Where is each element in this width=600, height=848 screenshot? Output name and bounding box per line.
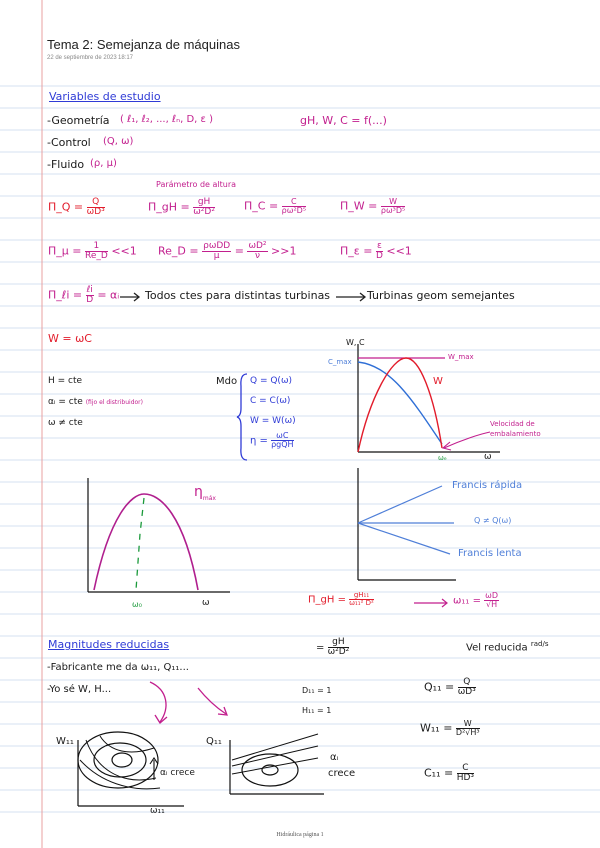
re-num: ρωDD — [203, 241, 231, 251]
hill-arrow-left — [150, 682, 166, 722]
variables-heading: Variables de estudio — [49, 90, 161, 103]
pi-li-num: ℓi — [86, 285, 93, 295]
pi-w-label: Π_W = — [340, 199, 378, 213]
francis-slow-line — [358, 523, 450, 554]
pi-gh-den: ω²D² — [193, 207, 215, 217]
re-eq: = — [234, 244, 244, 258]
francis-slow-label: Francis lenta — [458, 548, 522, 559]
page-title: Tema 2: Semejanza de máquinas — [47, 37, 240, 52]
reduced-w11 — [453, 592, 499, 609]
hill-arrow-right — [198, 688, 226, 714]
mdo-q: Q = Q(ω) — [250, 376, 292, 386]
re-d-label: Re_D = — [158, 244, 199, 258]
eta-max-symbol: η — [194, 484, 203, 500]
hill-left-y-label: W₁₁ — [56, 736, 74, 747]
wc-y-label: W, C — [346, 338, 365, 347]
omega-0-label: ω₀ — [132, 600, 142, 609]
eta-curve — [94, 494, 198, 590]
eta-den: ρgQH — [271, 440, 294, 449]
hill-right-note1: αᵢ — [330, 752, 339, 763]
c11-label: C₁₁ = — [424, 766, 454, 780]
reduced-line2: -Yo sé W, H... — [47, 684, 112, 695]
vel-note-text: Vel reducida — [466, 642, 528, 654]
eta-max-sub: máx — [202, 494, 216, 502]
w11-label: W₁₁ = — [420, 721, 453, 735]
omega-cte: ω ≠ cte — [48, 418, 83, 428]
geometry-vars: ( ℓ₁, ℓ₂, ..., ℓₙ, D, ε ) — [120, 114, 213, 125]
mdo-w: W = W(ω) — [250, 416, 296, 426]
chart-eta — [80, 474, 240, 604]
alpha-cte-text: αᵢ = cte — [48, 397, 83, 407]
pi-mu-cond: <<1 — [111, 244, 137, 258]
h11: H₁₁ = 1 — [302, 706, 332, 715]
c11-den: HD³ — [456, 773, 475, 783]
fluid-vars: (ρ, μ) — [90, 158, 117, 169]
omega-e-label: ωₑ — [438, 454, 447, 462]
w-curve-label: W — [433, 376, 443, 387]
d11: D₁₁ = 1 — [302, 686, 332, 695]
reduced-pi-gh-label: Π_gH = — [308, 594, 346, 606]
re-den2: ν — [254, 251, 260, 261]
geometry-label: -Geometría — [47, 114, 110, 127]
pi-c-label: Π_C = — [244, 199, 279, 213]
w11-den: D²√H³ — [455, 728, 480, 737]
velocity-note-2: embalamiento — [490, 430, 541, 438]
pi-c-den: ρω²D⁵ — [281, 206, 307, 215]
w11-num: W — [456, 720, 480, 729]
pi-li-text2: Turbinas geom semejantes — [367, 289, 515, 302]
height-param-label: Parámetro de altura — [156, 180, 237, 189]
q11 — [424, 678, 476, 697]
page-time: 18:17 — [118, 55, 134, 61]
c11 — [424, 764, 474, 783]
control-label: -Control — [47, 136, 91, 149]
re-num2: ωD² — [248, 241, 267, 251]
pi-gh-num: gH — [193, 198, 215, 208]
eta-max-label — [194, 484, 216, 502]
vel-note — [466, 640, 548, 653]
q11-num: Q — [458, 678, 476, 688]
pi-w-num: W — [381, 198, 405, 207]
pi-q-den: ωD³ — [86, 207, 105, 217]
pi-q-label: Π_Q = — [48, 200, 84, 214]
reduced-w11-den: √H — [486, 600, 498, 609]
omega0-dash — [136, 498, 144, 590]
efficiency — [250, 432, 294, 449]
power-equation: W = ωC — [48, 332, 92, 345]
pi-gh-label: Π_gH = — [148, 200, 190, 214]
page-date: 22 de septiembre de 2023 — [47, 55, 117, 61]
pi-w-den: ρω³D⁵ — [380, 206, 406, 215]
mdo-label: Mdo — [216, 376, 238, 387]
c-curve — [358, 362, 442, 444]
pi-c-num: C — [282, 198, 306, 207]
wc-x-label: ω — [484, 452, 492, 462]
pi-li-text1: Todos ctes para distintas turbinas — [145, 289, 331, 302]
eta-num: ωC — [271, 432, 293, 441]
pi-mu-num: 1 — [85, 242, 108, 252]
reduced-line1: -Fabricante me da ω₁₁, Q₁₁... — [47, 662, 189, 673]
pi-eps-num: ε — [376, 241, 382, 251]
mdo-c: C = C(ω) — [250, 396, 291, 406]
reduced-eq-den: ω²D² — [327, 647, 350, 657]
eta-label: η = — [250, 435, 268, 447]
francis-fast-line — [358, 486, 442, 523]
pi-li-den: D — [86, 295, 94, 305]
re-cond: >>1 — [271, 244, 297, 258]
h-cte: H = cte — [48, 376, 83, 386]
chart-francis — [350, 466, 460, 586]
reduced-w11-num: ωD — [485, 591, 498, 600]
pi-li-rest: = αᵢ — [97, 288, 120, 302]
pi-li-label: Π_ℓi = — [48, 288, 83, 302]
pi-eps-cond: <<1 — [386, 244, 412, 258]
reduced-pi-gh-den: ω₁₁² D² — [349, 599, 374, 607]
function-relation: gH, W, C = f(...) — [300, 114, 387, 127]
vel-unit: rad/s — [530, 640, 549, 648]
reduced-arrow — [412, 596, 452, 610]
pi-mu-den: Re_D — [84, 251, 108, 261]
control-vars: (Q, ω) — [103, 136, 134, 147]
hill-left-note: αᵢ crece — [160, 768, 195, 778]
reduced-eq-pre: = — [316, 642, 325, 654]
francis-fast-label: Francis rápida — [452, 480, 523, 491]
francis-const-label: Q ≠ Q(ω) — [474, 516, 512, 525]
hill-right-y-label: Q₁₁ — [206, 736, 222, 747]
pi-q-num: Q — [87, 198, 105, 208]
fluid-label: -Fluido — [47, 158, 85, 171]
alpha-cte — [48, 397, 143, 407]
hill-left-x-label: ω₁₁ — [150, 806, 165, 816]
eta-x-label: ω — [202, 598, 210, 608]
w11 — [420, 720, 480, 737]
w-curve — [358, 358, 442, 452]
alpha-note: (fijo el distribuidor) — [85, 399, 143, 406]
c11-num: C — [457, 764, 474, 774]
hill-charts — [0, 660, 340, 820]
q11-label: Q₁₁ = — [424, 680, 455, 694]
re-den: μ — [213, 251, 220, 261]
reduced-eq-num: gH — [328, 638, 350, 648]
reduced-eq — [316, 638, 349, 657]
mdo-brace — [236, 372, 250, 462]
pi-eps-den: D — [375, 251, 383, 261]
reduced-w11-label: ω₁₁ = — [453, 595, 481, 607]
hill-right-note2: crece — [328, 768, 356, 779]
q11-den: ωD³ — [457, 687, 476, 697]
velocity-arrow — [444, 432, 490, 448]
reduced-heading: Magnitudes reducidas — [48, 638, 170, 651]
c-max-label: C_max — [328, 358, 352, 366]
pi-mu-label: Π_μ = — [48, 244, 82, 258]
reduced-pi-gh — [308, 592, 374, 607]
pi-eps-label: Π_ε = — [340, 244, 373, 258]
velocity-note-1: Velocidad de — [490, 420, 535, 428]
w-max-label: W_max — [448, 353, 474, 361]
page-footer: Hidráulica página 1 — [276, 832, 324, 838]
reduced-pi-gh-num: gH₁₁ — [349, 592, 374, 600]
